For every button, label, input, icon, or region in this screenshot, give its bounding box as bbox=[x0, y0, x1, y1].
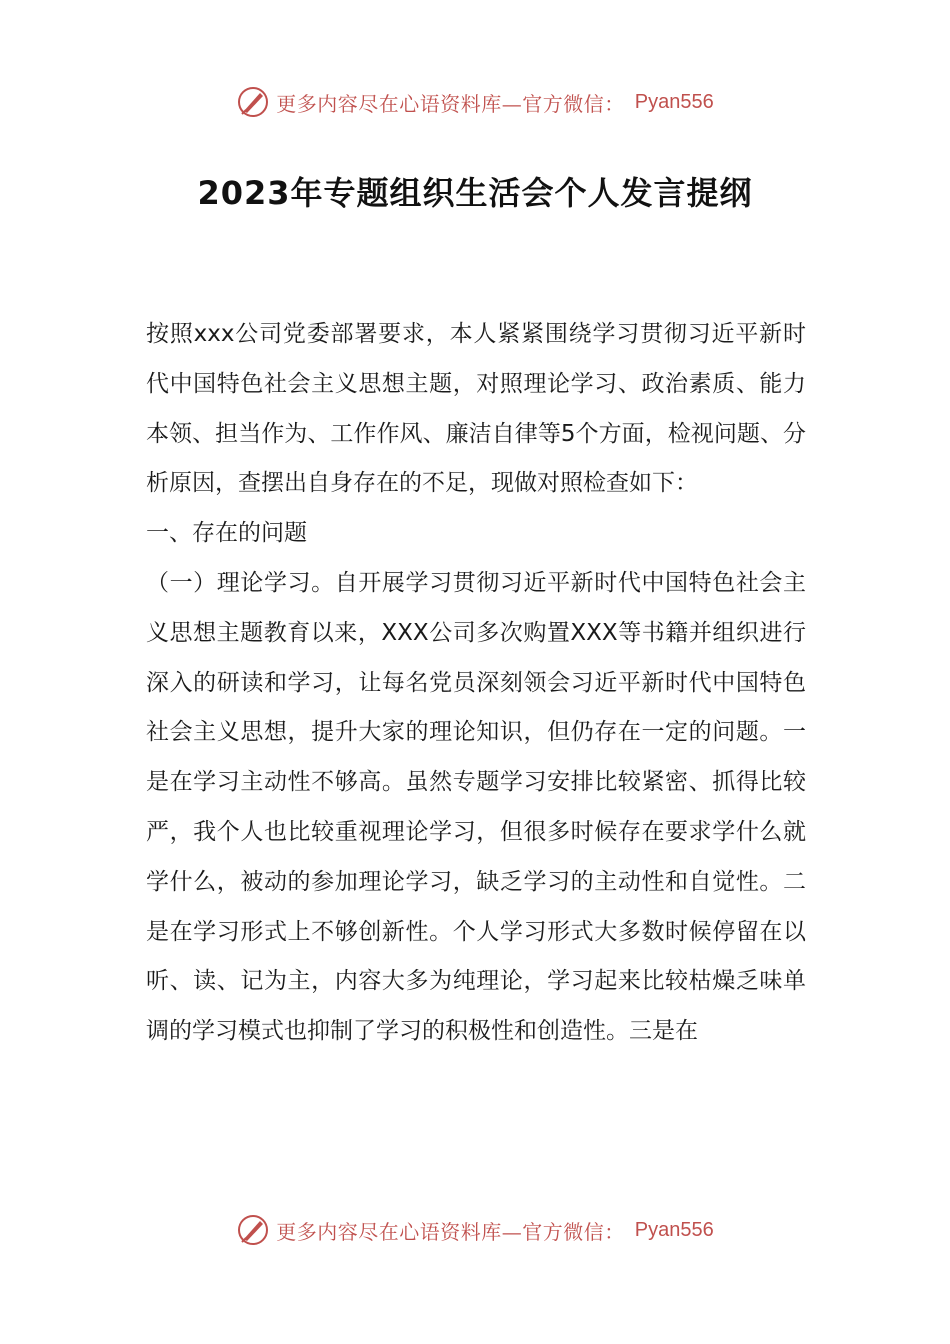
watermark-text: 更多内容尽在心语资料库—官方微信： bbox=[276, 1219, 625, 1244]
header-watermark bbox=[0, 82, 950, 122]
quill-logo-icon bbox=[236, 85, 270, 119]
section-heading: 一、存在的问题 bbox=[146, 520, 307, 547]
quill-logo-icon bbox=[236, 1213, 270, 1247]
watermark-wechat-id: Pyan556 bbox=[634, 90, 714, 113]
watermark-wechat-id: Pyan556 bbox=[634, 1218, 714, 1241]
watermark-text: 更多内容尽在心语资料库—官方微信： bbox=[276, 91, 625, 116]
document-body bbox=[146, 310, 806, 1057]
section-body-paragraph: （一）理论学习。自开展学习贯彻习近平新时代中国特色社会主义思想主题教育以来，XXX公司多次购置XXX等书籍并组织进行深入的研读和学习，让每名党员深刻领会习近平新时代中国特色社会主义思想，提升大家的理论知识，但仍存在一定的问题。一是在学习主动性不够高。虽然专题学习安排比较紧密、抓得比较严，我个人也比较重视理论学习，但很多时候存在要求学什么就学什么，被动的参加理论学习，缺乏学习的主动性和自觉性。二是在学习形式上不够创新性。个人学习形式大多数时候停留在以听、读、记为主，内容大多为纯理论，学习起来比较枯燥乏味单调的学习模式也抑制了学习的积极性和创造性。三是在 bbox=[146, 569, 806, 1045]
intro-paragraph: 按照xxx公司党委部署要求，本人紧紧围绕学习贯彻习近平新时代中国特色社会主义思想主题，对照理论学习、政治素质、能力本领、担当作为、工作作风、廉洁自律等5个方面，检视问题、分析原因，查摆出自身存在的不足，现做对照检查如下： bbox=[146, 321, 806, 497]
footer-watermark bbox=[0, 1210, 950, 1250]
document-title: 2023年专题组织生活会个人发言提纲 bbox=[197, 174, 753, 212]
